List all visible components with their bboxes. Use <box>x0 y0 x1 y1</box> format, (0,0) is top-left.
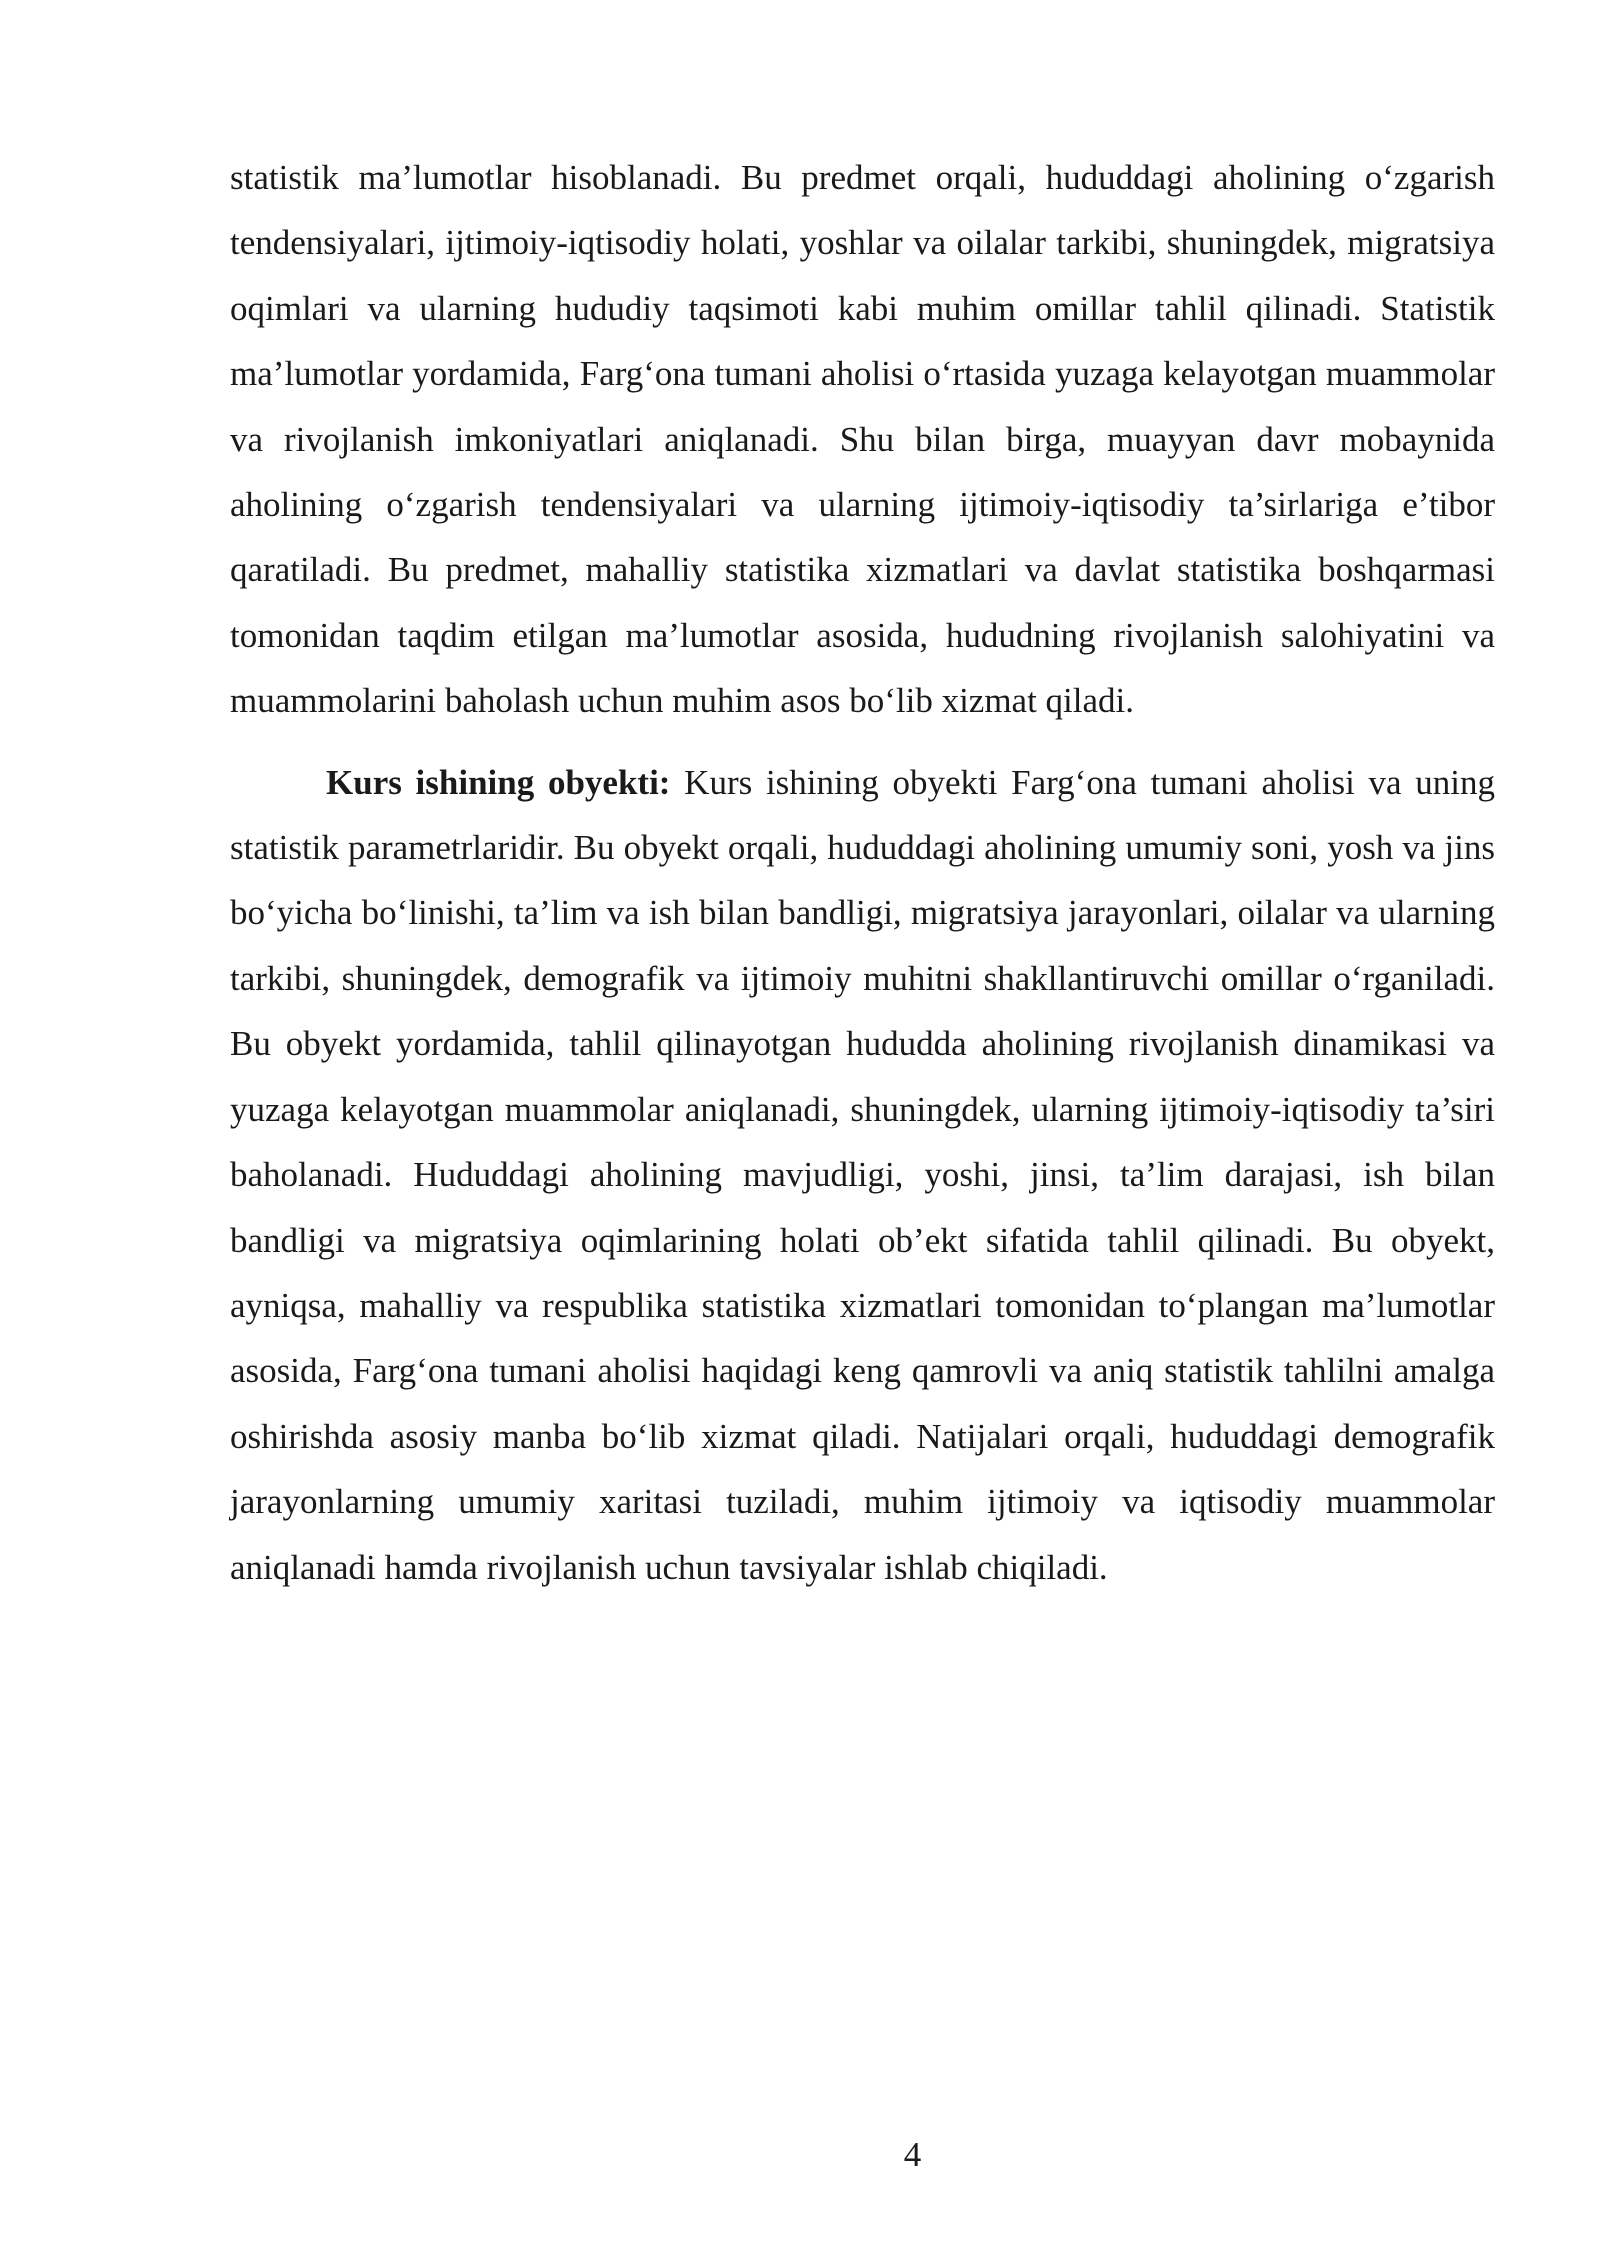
text-body <box>230 145 1495 1600</box>
paragraph-body-text: Kurs ishining obyekti Farg‘ona tumani aholisi va uning statistik parametrlaridir. Bu obyekt orqali, hududdagi aholining umumiy soni, yosh va jins bo‘yicha bo‘linishi, ta’lim va ish bilan bandligi, migratsiya jarayonlari, oilalar va ularning tarkibi, shuningdek, demografik va ijtimoiy muhitni shakllantiruvchi omillar o‘rganiladi. Bu obyekt yordamida, tahlil qilinayotgan hududda aholining rivojlanish dinamikasi va yuzaga kelayotgan muammolar aniqlanadi, shuningdek, ularning ijtimoiy-iqtisodiy ta’siri baholanadi. Hududdagi aholining mavjudligi, yoshi, jinsi, ta’lim darajasi, ish bilan bandligi va migratsiya oqimlarining holati ob’ekt sifatida tahlil qilinadi. Bu obyekt, ayniqsa, mahalliy va respublika statistika xizmatlari tomonidan to‘plangan ma’lumotlar asosida, Farg‘ona tumani aholisi haqidagi keng qamrovli va aniq statistik tahlilni amalga oshirishda asosiy manba bo‘lib xizmat qiladi. Natijalari orqali, hududdagi demografik jarayonlarning umumiy xaritasi tuziladi, muhim ijtimoiy va iqtisodiy muammolar aniqlanadi hamda rivojlanish uchun tavsiyalar ishlab chiqiladi. <box>230 762 1495 1587</box>
page-number: 4 <box>903 2135 922 2174</box>
paragraph-lead-heading: Kurs ishining obyekti: <box>326 762 671 802</box>
paragraph-course-object <box>230 750 1495 1600</box>
paragraph-predmet-continuation: statistik ma’lumotlar hisoblanadi. Bu predmet orqali, hududdagi aholining o‘zgarish tendensiyalari, ijtimoiy-iqtisodiy holati, yoshlar va oilalar tarkibi, shuningdek, migratsiya oqimlari va ularning hududiy taqsimoti kabi muhim omillar tahlil qilinadi. Statistik ma’lumotlar yordamida, Farg‘ona tumani aholisi o‘rtasida yuzaga kelayotgan muammolar va rivojlanish imkoniyatlari aniqlanadi. Shu bilan birga, muayyan davr mobaynida aholining o‘zgarish tendensiyalari va ularning ijtimoiy-iqtisodiy ta’sirlariga e’tibor qaratiladi. Bu predmet, mahalliy statistika xizmatlari va davlat statistika boshqarmasi tomonidan taqdim etilgan ma’lumotlar asosida, hududning rivojlanish salohiyatini va muammolarini baholash uchun muhim asos bo‘lib xizmat qiladi. <box>230 158 1495 721</box>
